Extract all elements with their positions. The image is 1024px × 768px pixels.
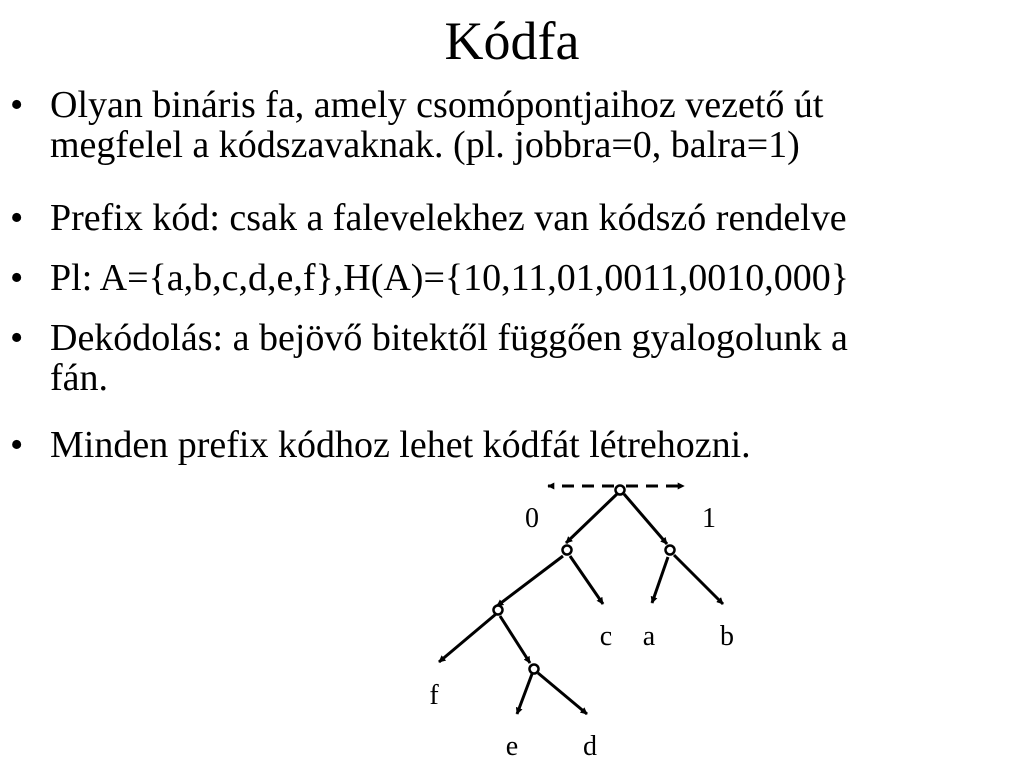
tree-node (494, 606, 503, 615)
tree-edge (439, 614, 496, 662)
bullet-marker: • (10, 424, 24, 466)
tree-node-root (616, 486, 625, 495)
bullet-marker: • (10, 317, 24, 359)
bullet-text-line: Pl: A={a,b,c,d,e,f},H(A)={10,11,01,0011,0010,000} (50, 257, 850, 299)
tree-edge (674, 555, 723, 604)
tree-node (563, 546, 572, 555)
tree-edge (538, 673, 587, 714)
bullet-text-line: Olyan bináris fa, amely csomópontjaihoz vezető út (50, 84, 824, 126)
tree-edge (624, 494, 667, 544)
tree-edge (497, 556, 563, 606)
bullet-text-line: Prefix kód: csak a falevelekhez van kódszó rendelve (50, 197, 847, 239)
bullet-marker: • (10, 197, 24, 239)
tree-edges (439, 494, 723, 714)
bullet-marker: • (10, 84, 24, 126)
tree-edge (500, 616, 530, 663)
bullet-text-line: fán. (50, 357, 109, 399)
tree-node (666, 546, 675, 555)
leaf-label-b: b (720, 621, 734, 652)
tree-edge (566, 494, 617, 543)
tree-edge (570, 556, 603, 604)
bullet-text-line: Dekódolás: a bejövő bitektől függően gyalogolunk a (50, 317, 848, 359)
bullet-marker: • (10, 257, 24, 299)
leaf-label-e: e (505, 731, 519, 762)
bullet-text-line: megfelel a kódszavaknak. (pl. jobbra=0, balra=1) (50, 124, 800, 166)
tree-edge (517, 674, 532, 714)
right-direction-label: 1 (702, 503, 716, 534)
tree-node (530, 665, 539, 674)
slide-title: Kódfa (444, 11, 580, 71)
leaf-label-d: d (583, 731, 597, 762)
leaf-label-f: f (429, 680, 439, 711)
leaf-label-c: c (599, 621, 613, 652)
bullet-text-line: Minden prefix kódhoz lehet kódfát létrehozni. (50, 424, 751, 466)
leaf-label-a: a (642, 621, 656, 652)
tree-edge (652, 557, 668, 603)
left-direction-label: 0 (525, 503, 539, 534)
tree-leaf-labels (429, 621, 734, 762)
